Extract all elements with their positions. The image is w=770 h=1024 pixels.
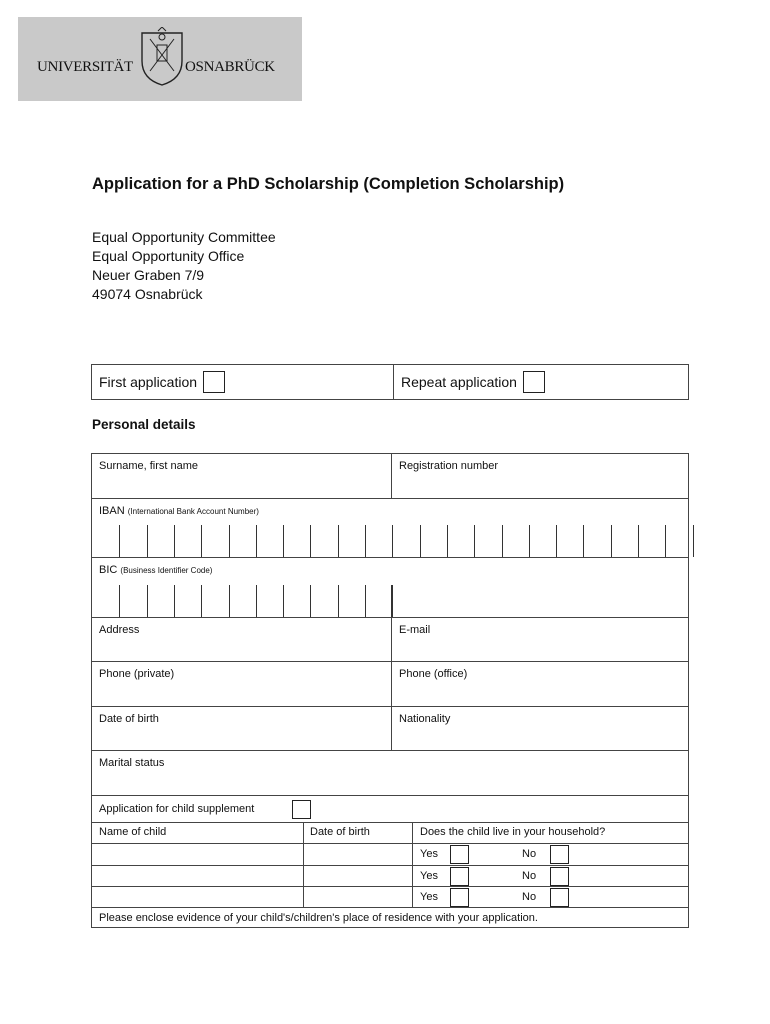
date-of-birth-label: Date of birth bbox=[99, 713, 159, 725]
phone-office-label: Phone (office) bbox=[399, 668, 468, 680]
address-line: Equal Opportunity Office bbox=[92, 248, 245, 264]
no-label: No bbox=[522, 870, 537, 882]
character-separator bbox=[310, 525, 311, 557]
child-name-field[interactable] bbox=[92, 866, 303, 887]
character-separator bbox=[365, 525, 366, 557]
table-row bbox=[92, 843, 688, 865]
character-separator bbox=[256, 525, 257, 557]
logo-text-right: OSNABRÜCK bbox=[185, 59, 275, 75]
iban-field[interactable] bbox=[92, 499, 688, 557]
character-separator bbox=[147, 525, 148, 557]
repeat-application-checkbox[interactable] bbox=[523, 371, 545, 393]
character-separator bbox=[174, 585, 175, 617]
child-dob-field[interactable] bbox=[304, 866, 412, 887]
logo-text-left: UNIVERSITÄT bbox=[37, 59, 133, 75]
child-name-field[interactable] bbox=[92, 844, 303, 866]
no-label: No bbox=[522, 848, 537, 860]
yes-label: Yes bbox=[420, 848, 438, 860]
address-field[interactable] bbox=[92, 636, 391, 662]
address-line: Neuer Graben 7/9 bbox=[92, 267, 205, 283]
child-supplement-label: Application for child supplement bbox=[99, 803, 255, 815]
personal-details-form bbox=[91, 453, 689, 928]
yes-label: Yes bbox=[420, 891, 438, 903]
repeat-application-cell bbox=[394, 365, 545, 399]
child-name-header: Name of child bbox=[99, 826, 167, 838]
nationality-field[interactable] bbox=[392, 725, 688, 751]
household-no-checkbox[interactable] bbox=[550, 888, 569, 907]
page-title: Application for a PhD Scholarship (Completion Scholarship) bbox=[92, 175, 565, 193]
section-title-personal-details: Personal details bbox=[92, 417, 196, 432]
character-separator bbox=[474, 525, 475, 557]
household-no-checkbox[interactable] bbox=[550, 867, 569, 886]
child-dob-field[interactable] bbox=[304, 844, 412, 866]
university-logo bbox=[18, 17, 302, 101]
surname-label: Surname, first name bbox=[99, 460, 199, 472]
form-row-bic bbox=[92, 557, 688, 617]
surname-field[interactable] bbox=[92, 472, 391, 498]
bic-note: (Business Identifier Code) bbox=[120, 566, 213, 575]
character-separator bbox=[310, 585, 311, 617]
household-yes-checkbox[interactable] bbox=[450, 888, 469, 907]
phone-office-field[interactable] bbox=[392, 680, 688, 707]
character-separator bbox=[147, 585, 148, 617]
email-field[interactable] bbox=[392, 636, 688, 662]
child-supplement-checkbox[interactable] bbox=[292, 800, 311, 819]
character-separator bbox=[201, 585, 202, 617]
character-separator bbox=[420, 525, 421, 557]
recipient-address bbox=[92, 228, 276, 304]
child-dob-header: Date of birth bbox=[310, 826, 370, 838]
character-separator bbox=[229, 525, 230, 557]
residence-evidence-note: Please enclose evidence of your child's/children's place of residence with your application. bbox=[99, 912, 538, 924]
iban-note: (International Bank Account Number) bbox=[127, 507, 259, 516]
iban-label-text: IBAN bbox=[99, 505, 125, 517]
character-separator bbox=[229, 585, 230, 617]
university-seal-icon bbox=[138, 27, 186, 87]
character-separator bbox=[638, 525, 639, 557]
bic-divider bbox=[391, 585, 392, 618]
first-application-cell bbox=[92, 365, 394, 399]
phone-private-label: Phone (private) bbox=[99, 668, 175, 680]
bic-label-text: BIC bbox=[99, 564, 118, 576]
table-row bbox=[92, 886, 688, 907]
child-dob-field[interactable] bbox=[304, 887, 412, 908]
first-application-label: First application bbox=[99, 374, 198, 390]
phone-private-field[interactable] bbox=[92, 680, 391, 707]
household-yes-checkbox[interactable] bbox=[450, 867, 469, 886]
form-row-iban bbox=[92, 498, 688, 557]
marital-status-label: Marital status bbox=[99, 757, 165, 769]
nationality-label: Nationality bbox=[399, 713, 451, 725]
application-type-table bbox=[91, 364, 689, 400]
yes-label: Yes bbox=[420, 870, 438, 882]
date-of-birth-field[interactable] bbox=[92, 725, 391, 751]
character-separator bbox=[502, 525, 503, 557]
character-separator bbox=[693, 525, 694, 557]
child-name-field[interactable] bbox=[92, 887, 303, 908]
email-label: E-mail bbox=[399, 624, 431, 636]
character-separator bbox=[392, 585, 393, 617]
repeat-application-label: Repeat application bbox=[401, 374, 517, 390]
form-row-note bbox=[92, 907, 688, 928]
character-separator bbox=[201, 525, 202, 557]
character-separator bbox=[119, 585, 120, 617]
character-separator bbox=[611, 525, 612, 557]
character-separator bbox=[338, 525, 339, 557]
character-separator bbox=[392, 525, 393, 557]
form-row-address bbox=[92, 617, 688, 661]
address-line: Equal Opportunity Committee bbox=[92, 229, 276, 245]
form-row-birth bbox=[92, 706, 688, 750]
form-row-child-supplement bbox=[92, 795, 688, 822]
child-table-header bbox=[92, 822, 688, 843]
character-separator bbox=[283, 585, 284, 617]
character-separator bbox=[256, 585, 257, 617]
form-row-marital bbox=[92, 750, 688, 795]
character-separator bbox=[283, 525, 284, 557]
no-label: No bbox=[522, 891, 537, 903]
bic-field[interactable] bbox=[92, 558, 688, 617]
character-separator bbox=[447, 525, 448, 557]
table-row bbox=[92, 865, 688, 886]
household-no-checkbox[interactable] bbox=[550, 845, 569, 864]
character-separator bbox=[119, 525, 120, 557]
child-household-header: Does the child live in your household? bbox=[420, 826, 606, 838]
character-separator bbox=[529, 525, 530, 557]
character-separator bbox=[365, 585, 366, 617]
character-separator bbox=[665, 525, 666, 557]
form-row-name bbox=[92, 454, 688, 498]
address-label: Address bbox=[99, 624, 140, 636]
character-separator bbox=[338, 585, 339, 617]
form-row-phone bbox=[92, 661, 688, 706]
character-separator bbox=[583, 525, 584, 557]
character-separator bbox=[556, 525, 557, 557]
registration-number-field[interactable] bbox=[392, 472, 688, 498]
character-separator bbox=[174, 525, 175, 557]
household-yes-checkbox[interactable] bbox=[450, 845, 469, 864]
address-line: 49074 Osnabrück bbox=[92, 286, 203, 302]
first-application-checkbox[interactable] bbox=[203, 371, 225, 393]
registration-number-label: Registration number bbox=[399, 460, 499, 472]
marital-status-field[interactable] bbox=[92, 769, 688, 796]
